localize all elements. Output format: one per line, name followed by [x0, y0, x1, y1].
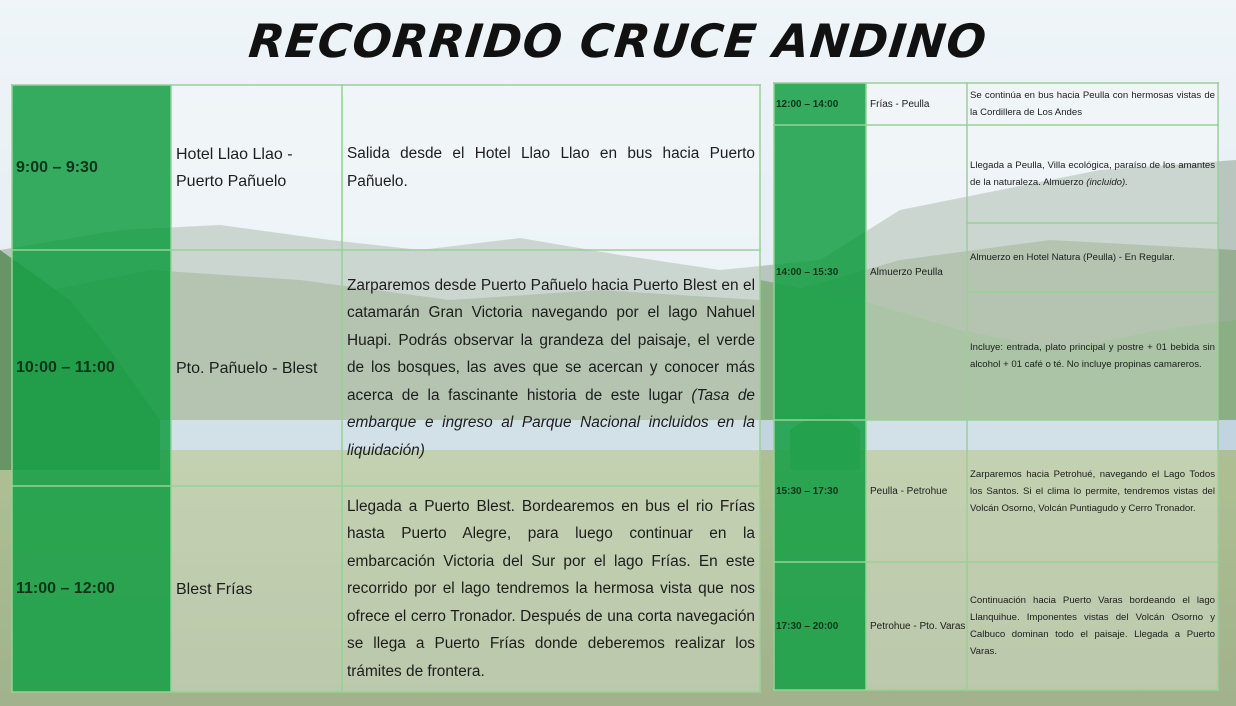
description-cell: Zarparemos hacia Petrohué, navegando el Lago Todos los Santos. Si el clima lo permite, tendremos vistas del Volcán Osorno, Volcán Puntiagudo y Cerro Tronador. [967, 420, 1218, 562]
time-cell: 17:30 – 20:00 [774, 562, 866, 690]
place-cell: Almuerzo Peulla [866, 125, 967, 420]
time-cell: 14:00 – 15:30 [774, 125, 866, 420]
time-cell: 11:00 – 12:00 [12, 486, 171, 692]
itinerary-table-right [773, 82, 1219, 691]
place-cell: Blest Frías [171, 486, 342, 692]
description-text: Zarparemos desde Puerto Pañuelo hacia Puerto Blest en el catamarán Gran Victoria navegando por el lago Nahuel Huapi. Podrás observar la grandeza del paisaje, el verde de los bosques, las aves que se acercan y conocer más acerca de la fascinante historia de este lugar [347, 276, 755, 404]
table-row [12, 250, 760, 486]
description-cell: Incluye: entrada, plato principal y postre + 01 bebida sin alcohol + 01 café o té. No incluye propinas camareros. [967, 292, 1218, 420]
description-cell [342, 85, 760, 250]
table-row [12, 85, 760, 250]
table-row [774, 125, 1218, 223]
place-cell: Peulla - Petrohue [866, 420, 967, 562]
place-cell: Frías - Peulla [866, 83, 967, 125]
description-cell [342, 250, 760, 486]
place-cell: Hotel Llao Llao - Puerto Pañuelo [171, 85, 342, 250]
table-row [12, 486, 760, 692]
description-text: Llegada a Puerto Blest. Bordearemos en bus el rio Frías hasta Puerto Alegre, para luego continuar en la embarcación Victoria del Sur por el lago Frías. En este recorrido por el lago tendremos la hermosa vista que nos ofrece el cerro Tronador. Después de una corta navegación se llega a Puerto Frías donde deberemos realizar los trámites de frontera. [347, 497, 755, 680]
place-cell: Pto. Pañuelo - Blest [171, 250, 342, 486]
page-title: RECORRIDO CRUCE ANDINO [246, 14, 990, 68]
description-cell [967, 125, 1218, 223]
description-cell: Continuación hacia Puerto Varas bordeando el lago Llanquihue. Imponentes vistas del Volcán Osorno y Calbuco dominan todo el paisaje. Llegada a Puerto Varas. [967, 562, 1218, 690]
description-note: (incluido). [1086, 177, 1128, 188]
description-cell: Se continúa en bus hacia Peulla con hermosas vistas de la Cordillera de Los Andes [967, 83, 1218, 125]
table-row [774, 83, 1218, 125]
description-cell [342, 486, 760, 692]
time-cell: 15:30 – 17:30 [774, 420, 866, 562]
place-cell: Petrohue - Pto. Varas [866, 562, 967, 690]
table-row [774, 420, 1218, 562]
time-cell: 9:00 – 9:30 [12, 85, 171, 250]
time-cell: 12:00 – 14:00 [774, 83, 866, 125]
description-cell: Almuerzo en Hotel Natura (Peulla) - En Regular. [967, 223, 1218, 292]
table-row [774, 562, 1218, 690]
description-text: Salida desde el Hotel Llao Llao en bus hacia Puerto Pañuelo. [347, 145, 755, 190]
itinerary-table-left [11, 84, 761, 693]
description-text: Llegada a Peulla, Villa ecológica, paraíso de los amantes de la naturaleza. Almuerzo [970, 160, 1215, 188]
description-note: (Tasa de embarque e ingreso al Parque Nacional incluidos en la liquidación) [347, 386, 755, 459]
time-cell: 10:00 – 11:00 [12, 250, 171, 486]
